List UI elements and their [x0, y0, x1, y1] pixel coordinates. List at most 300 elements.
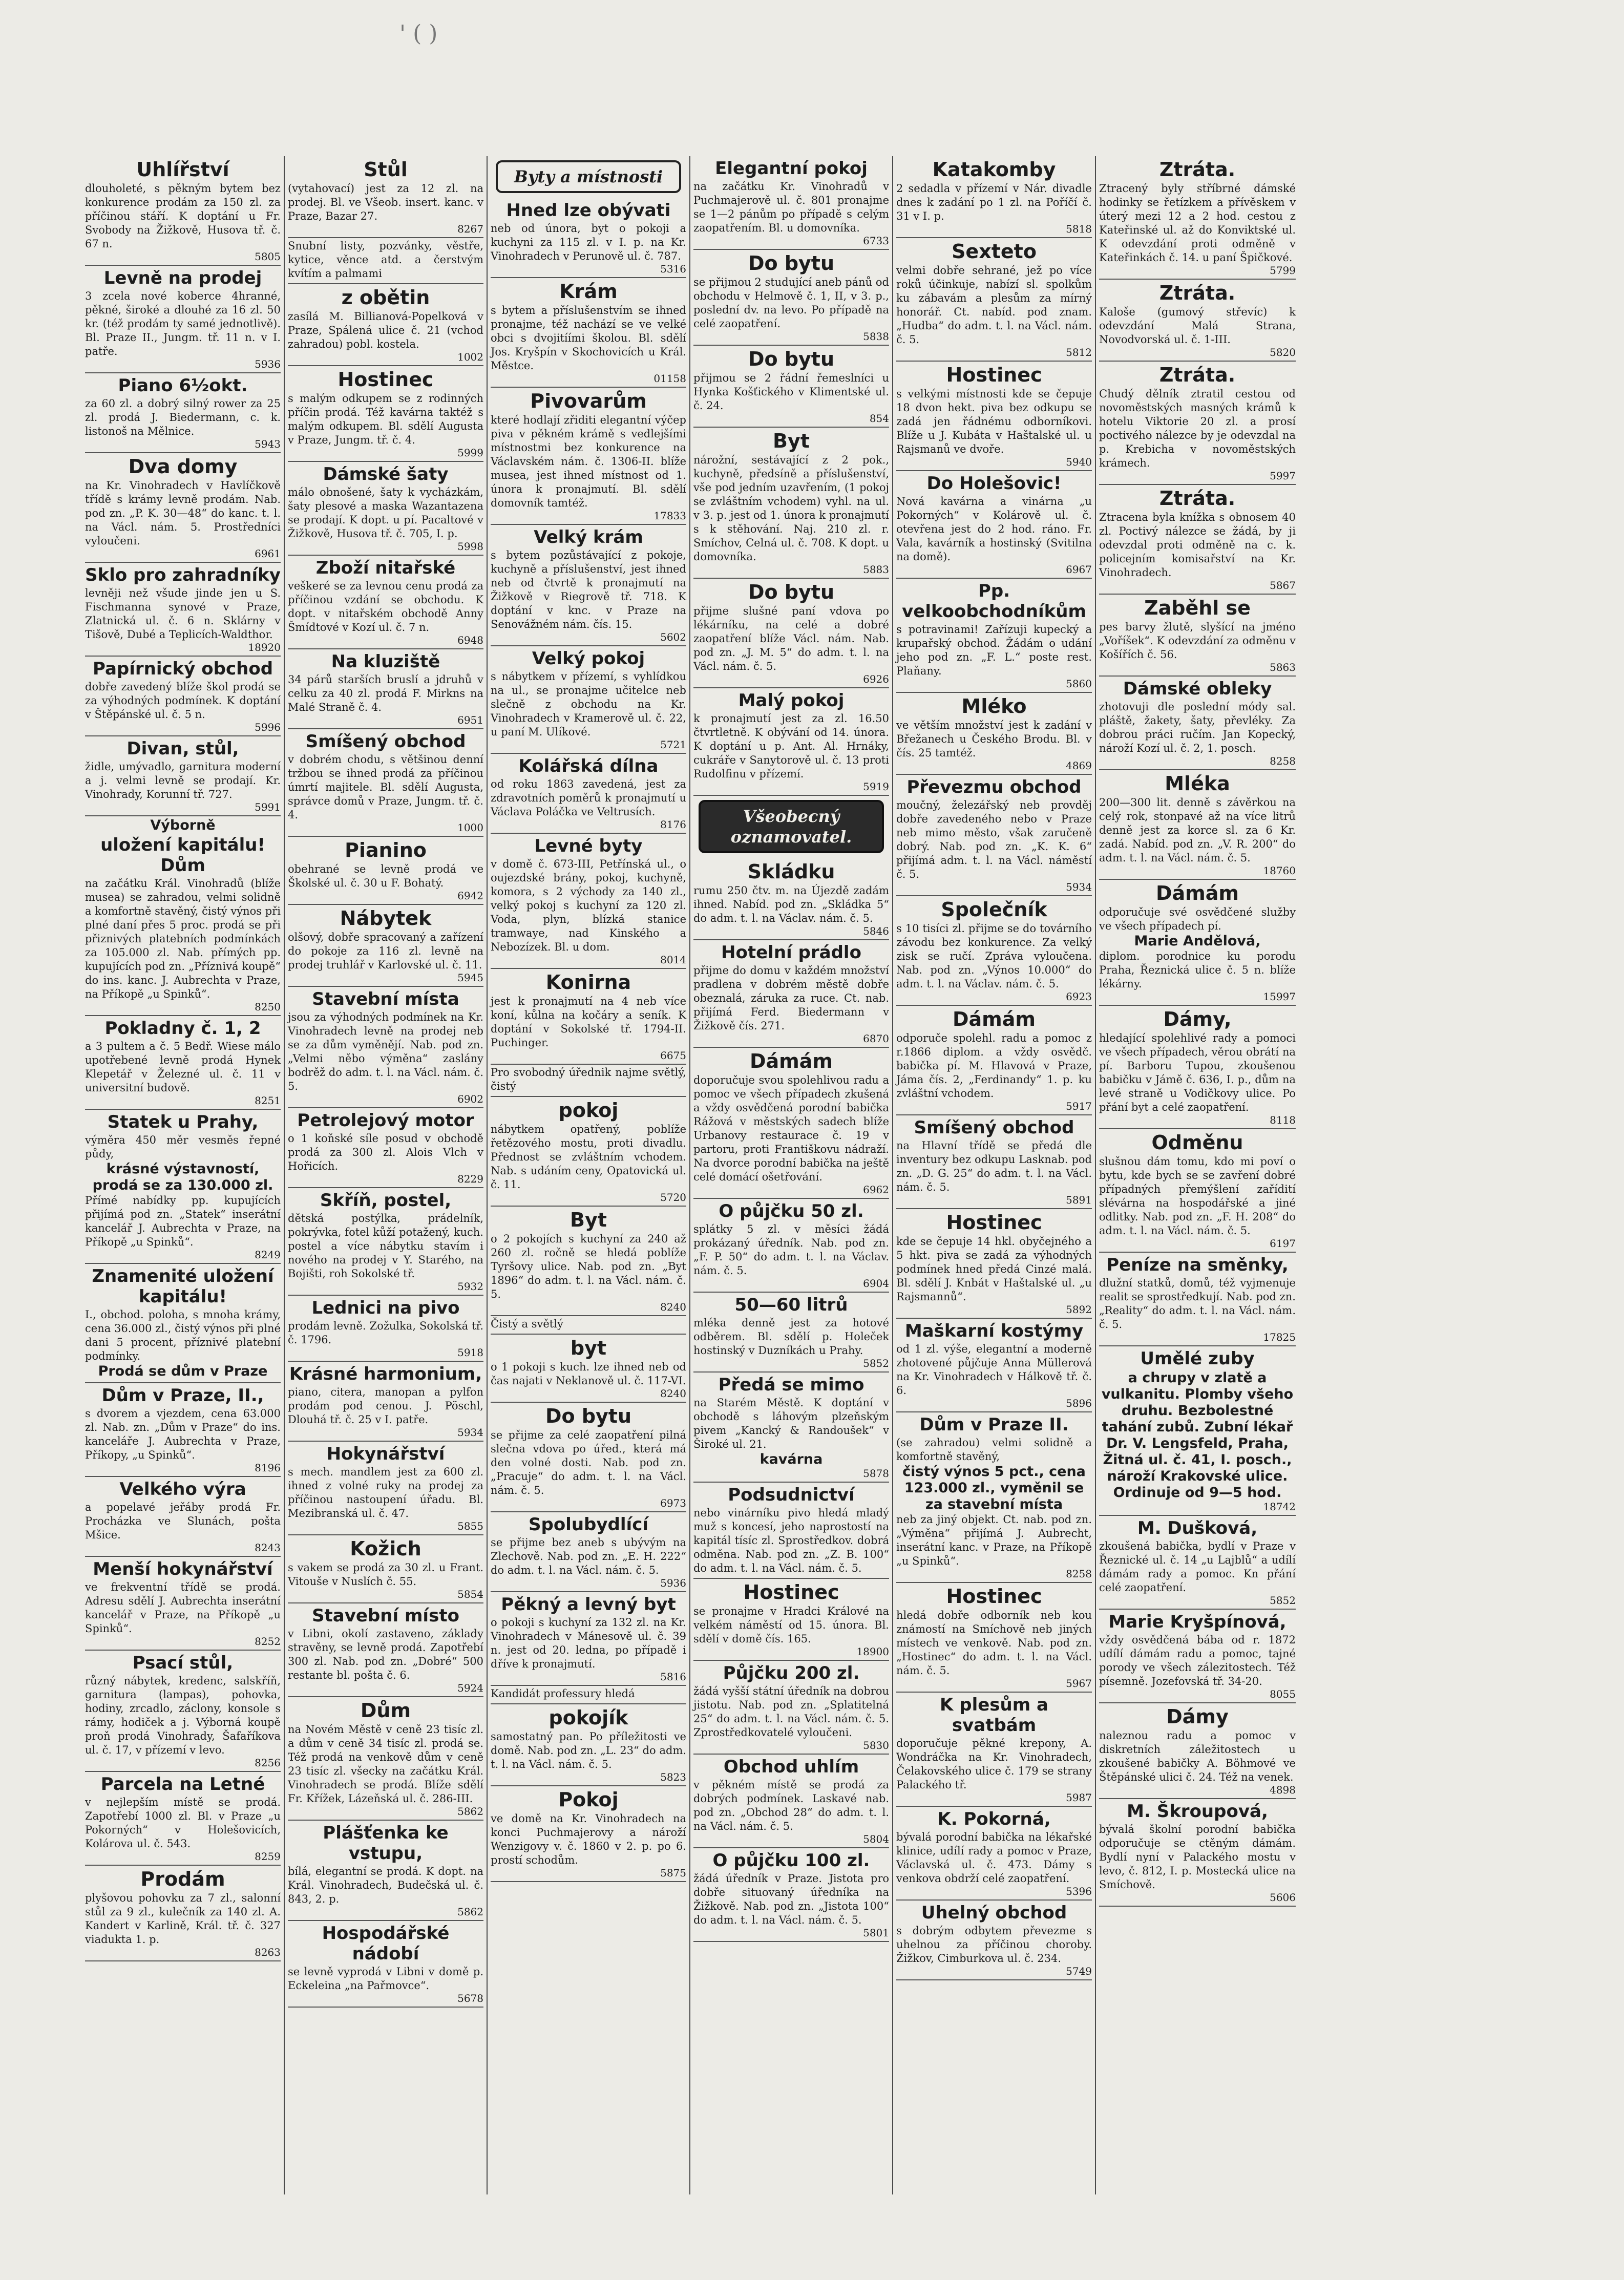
ad-reference-number: 5852: [1270, 1594, 1296, 1607]
ad-reference-number: 5860: [1066, 678, 1092, 690]
ad-reference-number: 5862: [457, 1906, 483, 1918]
ad-body: od roku 1863 zavedená, jest za zdravotních poměrů k pronajmutí u Václava Poláčka ve Veltrusích.: [491, 778, 686, 818]
ad-reference-number: 5804: [863, 1833, 889, 1845]
ad-heading: Hotelní prádlo: [721, 942, 861, 963]
classified-ad: [85, 156, 281, 266]
ad-reference-number: 1000: [457, 821, 483, 834]
ad-reference-number: 5854: [457, 1588, 483, 1600]
ad-body: přijme slušné paní vdova po lékárníku, na celé a dobré zaopatření blíže Václ. nám. Nab. pod zn. „J. M. 5“ do adm. t. l. na Václ. nám. č. 5.: [693, 605, 889, 672]
ad-reference-number: 5996: [255, 721, 281, 733]
ad-body: o 1 koňské síle posud v obchodě prodá za 300 zl. Alois Vlch v Hořicích.: [288, 1132, 483, 1172]
ad-body: v dobrém chodu, s většinou denní tržbou se ihned prodá za příčinou úmrtí majitele. Bl. sdělí Augusta, správce domů v Praze, Jungm. tř. č. 4.: [288, 753, 483, 821]
ad-body: výměra 450 měr vesměs řepné půdy,: [85, 1134, 281, 1160]
ad-reference-number: 8263: [255, 1946, 281, 1958]
classified-ad: [693, 688, 889, 796]
ad-heading: z obětin: [341, 286, 430, 309]
ad-reference-number: 8258: [1270, 755, 1296, 767]
ad-heading: Hospodářské nádobí: [322, 1923, 450, 1964]
ad-body: doporučuje pěkné krepony, A. Wondráčka na Kr. Vinohradech, Čelakovského ulice č. 179 se strany Palackého tř.: [896, 1737, 1092, 1791]
classified-ad: [288, 156, 483, 238]
ad-reference-number: 6942: [457, 890, 483, 902]
ad-body: na začátku Král. Vinohradů (blíže musea) se zahradou, velmi solidně a komfortně stavěný, čistý výnos při plné daní přes 5 proc. prodá se při přiznivých platebních podmínkách za 105.000 zl. Nab. přímých pp. kupujících pod zn. „Příznivá koupě“ do ins. kanc. J. Aubrechta v Praze, na Příkopě „u Spinků“.: [85, 877, 281, 1000]
ad-heading: Statek u Prahy,: [107, 1112, 259, 1132]
ad-heading: Ztráta.: [1159, 364, 1236, 386]
ad-heading: Kožich: [350, 1537, 421, 1560]
ad-reference-number: 5945: [457, 972, 483, 984]
ad-body: naleznou radu a pomoc v diskretních záležitostech u zkoušené babičky A. Böhmové ve Štěpánské ulici č. 24. Též na venek.: [1099, 1729, 1296, 1783]
classified-ad: [491, 1786, 686, 1882]
ad-heading: Hostinec: [743, 1581, 839, 1603]
classified-ad: [896, 1412, 1092, 1583]
ad-body: Pro svobodný úřednik najme světlý, čistý: [491, 1066, 686, 1092]
ad-reference-number: 8243: [255, 1542, 281, 1554]
ad-reference-number: 5316: [660, 263, 686, 275]
ad-heading: Spolubydlící: [529, 1514, 648, 1535]
ad-heading: Pěkný a levný byt: [501, 1594, 676, 1615]
ad-heading: Do bytu: [748, 581, 835, 603]
ad-body: se přijme za celé zaopatření pilná slečna vdova po úřed., která má den volné dosti. Nab. pod zn. „Pracuje“ do adm. t. l. na Václ. nám. č. 5.: [491, 1429, 686, 1496]
ad-heading: O půjčku 100 zl.: [712, 1850, 870, 1871]
classified-ad: [693, 1483, 889, 1579]
ad-reference-number: 18900: [856, 1645, 889, 1658]
ad-heading: Levné byty: [534, 836, 643, 856]
ad-reference-number: 6902: [457, 1093, 483, 1105]
ad-heading: Znamenité uložení kapitálu!: [92, 1266, 274, 1307]
ad-heading: Velký pokoj: [532, 648, 645, 669]
ad-body: se přijmou 2 studující aneb pánů od obchodu v Helmově č. 1, II, v 3. p., poslední dv. na levo. Po případě na celé zaopatření.: [693, 276, 889, 330]
ad-body: dlouholeté, s pěkným bytem bez konkurence prodám za 150 zl. za příčinou stáří. K doptání u Fr. Svobody na Žižkově, Husova tř. č. 67 n.: [85, 182, 281, 250]
ad-heading: Smíšený obchod: [305, 731, 466, 752]
classified-ad: [85, 816, 281, 1016]
ad-body: mléka denně jest za hotové odběrem. Bl. sdělí p. Holeček hostinský v Duzníkách u Prahy.: [693, 1317, 889, 1357]
ad-heading: Dům v Praze II.: [919, 1415, 1069, 1435]
classified-ad: [1099, 1703, 1296, 1799]
ad-body: Kaloše (gumový střevíc) k odevzdání Malá Strana, Novodvorská ul. č. 1-III.: [1099, 306, 1296, 346]
ad-heading: M. Dušková,: [1137, 1518, 1258, 1538]
ad-body: kde se čepuje 14 hkl. obyčejného a 5 hkt. piva se zadá za výhodných podmínek hned předá Cinzé malá. Bl. sdělí J. Knbát v Haštalské ul. „u Rajsmannů“.: [896, 1235, 1092, 1303]
ad-heading: Elegantní pokoj: [715, 158, 868, 179]
classified-ad: [288, 1362, 483, 1442]
classified-ad: [896, 1583, 1092, 1693]
column-2: [285, 156, 488, 2194]
ad-reference-number: 5991: [255, 801, 281, 813]
ad-body: rumu 250 čtv. m. na Újezdě zadám ihned. Nabíd. pod zn. „Skládka 5“ do adm. t. l. na Václav. nám. č. 5.: [693, 884, 889, 924]
ad-reference-number: 5818: [1066, 223, 1092, 235]
ad-body: prodám levně. Zožulka, Sokolská tř. č. 1796.: [288, 1320, 483, 1346]
ad-reference-number: 5863: [1270, 661, 1296, 673]
ad-reference-number: 8250: [255, 1001, 281, 1013]
classified-ad: [1099, 880, 1296, 1006]
ad-subheading: Výborně: [150, 817, 216, 833]
classified-ad: [693, 1661, 889, 1755]
ad-body: doporučuje svou spolehlivou radu a pomoc ve všech případech zkušená a vždy osvědčená porodní babička Rážová v městských sadech blíže Urbanovy restaurace č. 19 v partoru, proti Františkovu nádraží. Na dvorce porodní babička na ještě celé domácí ošetřování.: [693, 1074, 889, 1183]
ad-heading: Dámám: [749, 1050, 833, 1072]
ad-body: hledá dobře odborník neb kou známostí na Smíchově neb jiných místech ve venkově. Nab. pod zn. „Hostinec“ do adm. t. l. na Václ. nám. č. 5.: [896, 1609, 1092, 1677]
ad-reference-number: 8229: [457, 1173, 483, 1185]
ad-reference-number: 5855: [457, 1520, 483, 1532]
ad-heading: Kolářská dílna: [518, 756, 659, 776]
ad-reference-number: 6948: [457, 634, 483, 646]
ad-body: I., obchod. poloha, s mnoha krámy, cena 36.000 zl., čistý výnos při plné dani 5 procent, příznivé platební podmínky.: [85, 1308, 281, 1362]
classified-ad: [491, 198, 686, 278]
ad-body: zhotovuji dle poslední módy sal. pláště, žakety, šaty, převléky. Za dobrou práci ručím. Jan Kopecký, nároží Kozí ul. č. 2, 1. posch.: [1099, 701, 1296, 754]
classified-ad: [85, 266, 281, 373]
ad-body: na Hlavní třídě se předá dle inventury bez odkupu Lasknab. pod zn. „D. G. 25“ do adm. t. l. na Václ. nám. č. 5.: [896, 1139, 1092, 1193]
ad-body: 3 zcela nové koberce 4hranné, pěkné, široké a dlouhé za 16 zl. 50 kr. (též prodám ty samé jednotlivě). Bl. Praze II., Jungm. tř. 11 n. v I. patře.: [85, 290, 281, 357]
ad-body: žádá úředník v Praze. Jistota pro dobře situovaný úředníka na Žižkově. Nab. pod zn. „Jistota 100“ do adm. t. l. na Václ. nám. č. 5.: [693, 1872, 889, 1926]
ad-reference-number: 5816: [660, 1671, 686, 1683]
ad-reference-number: 8240: [660, 1387, 686, 1400]
ad-heading: Parcela na Letné: [100, 1774, 265, 1795]
ad-body: veškeré se za levnou cenu prodá za příčinou vzdání se obchodu. K dopt. v nitařském obchodě Anny Šmídtové v Kozí ul. č. 7 n.: [288, 580, 483, 634]
ad-body: piano, citera, manopan a pylfon prodám pod cenou. J. Pöschl, Dlouhá tř. č. 25 v I. patře.: [288, 1386, 483, 1426]
ad-heading: Stavební místo: [312, 1606, 459, 1626]
classified-ad: [1099, 770, 1296, 880]
classified-ad: [896, 1209, 1092, 1319]
ad-reference-number: 5862: [457, 1805, 483, 1818]
ad-heading: Dva domy: [128, 455, 238, 478]
ad-heading: Byt: [773, 430, 810, 452]
ad-reference-number: 17833: [653, 510, 686, 522]
ad-reference-number: 8014: [660, 954, 686, 966]
ad-heading: Velký krám: [534, 527, 643, 547]
ad-reference-number: 5606: [1270, 1891, 1296, 1904]
ad-reference-number: 5875: [660, 1867, 686, 1879]
ad-body: s bytem pozůstávající z pokoje, kuchyně a příslušenství, jest ihned neb od čtvrtě k pronajmutí na Žižkově v Riegrově tř. 718. K doptání v knc. v Praze na Senovážném nám. čís. 15.: [491, 549, 686, 630]
ad-heading: Pianino: [345, 839, 427, 861]
ad-reference-number: 5801: [863, 1927, 889, 1939]
ad-emphasis: krásné výstavností, prodá se za 130.000 zl.: [92, 1161, 273, 1193]
ad-body: přijme do domu v každém množství pradlena v dobrém městě dobře obeznalá, záruka za ruce. Ct. nab. přijímá Ferd. Biedermann v Žižkově čís. 271.: [693, 964, 889, 1032]
classified-ad: [896, 156, 1092, 238]
classified-ad: [491, 525, 686, 646]
ad-body: na Kr. Vinohradech v Havlíčkově třídě s krámy levně prodám. Nab. pod zn. „P. K. 30—48“ do kanc. t. l. na Václ. nám. 5. Prostředníci vyloučeni.: [85, 479, 281, 547]
classified-ad: [288, 366, 483, 462]
ad-heading: Krásné harmonium,: [289, 1364, 482, 1384]
ad-reference-number: 5919: [863, 780, 889, 793]
ad-body: za 60 zl. a dobrý silný rower za 25 zl. prodá J. Biedermann, c. k. listonoš na Mělnice.: [85, 397, 281, 437]
ad-reference-number: 01158: [653, 372, 686, 385]
classified-ad: [1099, 1129, 1296, 1253]
classified-ad: [288, 1108, 483, 1188]
classified-ad: [288, 462, 483, 556]
ad-reference-number: 8118: [1270, 1114, 1296, 1126]
ad-heading: Pokoj: [558, 1788, 619, 1811]
ad-reference-number: 6870: [863, 1032, 889, 1045]
ad-heading: Peníze na směnky,: [1106, 1255, 1289, 1275]
classified-ad: [491, 754, 686, 834]
ad-reference-number: 8240: [660, 1301, 686, 1313]
ad-heading: Sexteto: [952, 240, 1037, 263]
ad-body: k pronajmutí jest za zl. 16.50 čtvrtletně. K obývání od 14. února. K doptání u p. Ant. Al. Hrnáky, cukráře v Sanytorově ul. č. 13 proti Rudolfinu v přízemí.: [693, 712, 889, 780]
ad-heading: Krám: [559, 280, 618, 303]
classified-ad: [288, 1442, 483, 1535]
ad-reference-number: 5602: [660, 631, 686, 643]
classified-ad: [288, 1296, 483, 1362]
ad-body: odporuče spolehl. radu a pomoc z r.1866 diplom. a vždy osvědč. babička pí. M. Hlavová v Praze, Jáma čís. 2, „Ferdinandy“ 1. p. ku zvláštní vchodem.: [896, 1032, 1092, 1100]
ad-reference-number: 5943: [255, 438, 281, 450]
ad-heading: Papírnický obchod: [92, 659, 273, 679]
classified-ad: [85, 453, 281, 563]
ad-body: vždy osvědčená bába od r. 1872 udílí dámám radu a pomoc, tajné porody ve všech zálezitostech. Též písemně. Jozefovská tř. 34-20.: [1099, 1634, 1296, 1687]
ad-reference-number: 5883: [863, 563, 889, 576]
ad-heading: Odměnu: [1151, 1131, 1243, 1154]
classified-ad: [288, 729, 483, 837]
ad-body-continued: diplom. porodnice ku porodu Praha, Řeznická ulice č. 5 n. blíže lékárny.: [1099, 950, 1296, 990]
ad-reference-number: 6951: [457, 714, 483, 726]
ad-heading: Pp. velkoobchodníkům: [902, 581, 1086, 622]
ad-reference-number: 6904: [863, 1277, 889, 1290]
ad-body: od 1 zl. výše, elegantní a moderně zhotovené půjčuje Anna Müllerová na Kr. Vinohradech v Hálkově tř. č. 6.: [896, 1343, 1092, 1397]
ad-reference-number: 5967: [1066, 1677, 1092, 1690]
classified-ad: [1099, 362, 1296, 485]
ad-body: ve frekventní třídě se prodá. Adresu sdělí J. Aubrechta inserátní kancelář v Praze, na Příkopě „u Spinků“.: [85, 1581, 281, 1635]
ad-heading: Pivovarům: [530, 390, 647, 412]
classified-ad: [491, 1097, 686, 1207]
ad-body: nárožní, sestávající z 2 pok., kuchyně, předsíně a příslušenství, vše pod jedním uzavřením, (1 pokoj se zvláštním vchodem) vyhl. na ul. v 3. p. jest od 1. února k pronajmutí s k stěhování. Naj. 210 zl. r. Smíchov, Celná ul. č. 708. K dopt. u domovníka.: [693, 454, 889, 563]
ad-heading: Do Holešovic!: [926, 473, 1062, 494]
ad-body: jsou za výhodných podmínek na Kr. Vinohradech levně na prodej neb se za dům vyměnějí. Nab. pod zn. „Velmi něbo výměna“ zaslány bodrěž do adm. t. l. na Václ. nám. č. 5.: [288, 1011, 483, 1092]
ad-reference-number: 5934: [457, 1426, 483, 1439]
ad-heading: Zaběhl se: [1144, 597, 1251, 619]
ad-body: bývalá školní porodní babička odporučuje se ctěným dámám. Bydlí nyní v Palackého mostu v levo, č. 812, I. p. Mostecká ulice na Smíchově.: [1099, 1823, 1296, 1891]
classified-ad: [896, 1115, 1092, 1209]
classified-ad: [288, 1697, 483, 1821]
ad-reference-number: 6926: [863, 673, 889, 685]
ad-reference-number: 5924: [457, 1682, 483, 1694]
ad-body: zasílá M. Billianová-Popelková v Praze, Spálená ulice č. 21 (vchod zahradou) pobl. kostela.: [288, 310, 483, 350]
classified-ad: [85, 1651, 281, 1772]
classified-ad: [491, 1065, 686, 1097]
ad-reference-number: 6197: [1270, 1237, 1296, 1250]
classified-ad: [85, 1557, 281, 1651]
ad-heading: Mléko: [961, 695, 1027, 717]
ad-body: samostatný pan. Po příležitosti ve domě. Nab. pod zn. „L. 23“ do adm. t. l. na Václ. nám. č. 5.: [491, 1730, 686, 1770]
ad-heading: Piano 6½okt.: [118, 375, 248, 396]
classified-ad: [693, 1199, 889, 1293]
ad-heading: Divan, stůl,: [126, 738, 239, 759]
ad-reference-number: 5932: [457, 1280, 483, 1293]
ad-reference-number: 5934: [1066, 881, 1092, 893]
ad-body: s nábytkem v přízemí, s vyhlídkou na ul., se pronajme učitelce neb slečně z obchodu na Kr. Vinohradech v Kramerově ul. č. 22, u paní M. Ulíkové.: [491, 670, 686, 738]
classified-ad: [693, 579, 889, 688]
classified-ad: [288, 987, 483, 1108]
ad-heading: Prodám: [140, 1868, 225, 1890]
ad-heading: Petrolejový motor: [297, 1110, 474, 1131]
ad-reference-number: 5396: [1066, 1885, 1092, 1897]
ad-reference-number: 5917: [1066, 1100, 1092, 1112]
ad-heading: Společník: [941, 898, 1047, 921]
ad-heading: Dámské obleky: [1123, 679, 1272, 699]
ad-heading: Stůl: [364, 158, 408, 181]
ad-reference-number: 5998: [457, 540, 483, 553]
ad-body: Čistý a světlý: [491, 1318, 563, 1330]
classified-ad: [288, 649, 483, 729]
ad-body: s vakem se prodá za 30 zl. u Frant. Vitouše v Nuslích č. 55.: [288, 1561, 483, 1588]
classified-ad: [693, 1848, 889, 1942]
ad-body: nebo vinárníku pivo hledá mladý muž s koncesí, jeho naprostostí na kapitál tísíc zl. Sprostředkov. dobrá odměna. Nab. pod zn. „Z. B. 100“ do adm. t. l. na Václ. nám. č. 5.: [693, 1507, 889, 1574]
ad-reference-number: 5678: [457, 1992, 483, 2004]
classified-ad: [693, 428, 889, 579]
ad-body: ve větším množství jest k zadání v Břežanech u Českého Brodu. Bl. v čís. 25 tamtéž.: [896, 719, 1092, 759]
classified-ad: [896, 1319, 1092, 1412]
ad-reference-number: 6961: [255, 547, 281, 560]
ad-reference-number: 8259: [255, 1850, 281, 1863]
ad-body: o pokoji s kuchyní za 132 zl. na Kr. Vinohradech v Mánesově ul. č. 39 n. jest od 20. ledna, po případě i dříve k pronajmutí.: [491, 1616, 686, 1670]
classified-ad: [288, 1821, 483, 1921]
ad-body: s potravinami! Zařízuji kupecký a krupařský obchod. Žádám o udání jeho pod zn. „F. L.“ poste rest. Plaňany.: [896, 623, 1092, 677]
section-banner-byty: Byty a místnosti: [496, 160, 681, 193]
ad-body: slušnou dám tomu, kdo mi poví o bytu, kde bych se se zavření dobré případných přemýšlení zařídití slévárna na hospodářské a jiné odlitky. Nab. pod zn. „F. H. 208“ do adm. t. l. na Václ. nám. č. 5.: [1099, 1155, 1296, 1237]
ad-heading: Uhelný obchod: [921, 1903, 1067, 1923]
ad-body: s dvorem a vjezdem, cena 63.000 zl. Nab. zn. „Dům v Praze“ do ins. kanceláře J. Aubrechta v Praze, Příkopy, „u Spinků“.: [85, 1407, 281, 1461]
classified-ad: [896, 362, 1092, 471]
ad-reference-number: 5838: [863, 330, 889, 343]
ad-heading: Podsudnictví: [728, 1485, 855, 1505]
ad-heading: Umělé zuby: [1140, 1348, 1255, 1369]
classified-ad: [288, 556, 483, 649]
ad-emphasis: Marie Andělová,: [1134, 933, 1261, 949]
ad-reference-number: 5891: [1066, 1194, 1092, 1206]
classified-ad: [85, 1264, 281, 1383]
ad-reference-number: 5852: [863, 1357, 889, 1369]
ad-reference-number: 6675: [660, 1049, 686, 1062]
ad-heading: Hostinec: [946, 1585, 1042, 1608]
ad-heading: Levně na prodej: [103, 268, 262, 288]
ad-reference-number: 8176: [660, 818, 686, 831]
ad-heading: Hostinec: [946, 364, 1042, 386]
ad-body: žádá vyšší státní úředník na dobrou jistotu. Nab. pod zn. „Splatitelná 25“ do adm. t. l. na Václ. nám. č. 5. Zprostředkovatelé vyloučeni.: [693, 1685, 889, 1739]
ad-reference-number: 5936: [660, 1577, 686, 1589]
classified-ad: [85, 1110, 281, 1264]
ad-body: Ztracena byla knížka s obnosem 40 zl. Poctivý nálezce se žádá, by ji odevzdal proti odměně na c. k. policejním komisařství na Kr. Vinohradech.: [1099, 511, 1296, 579]
ad-body: Chudý dělník ztratil cestou od novoměstských masných krámů k hotelu Viktorie 20 zl. a prosí poctivého nálezce by je odevzdal na p. Krebicha v novoměstských krámech.: [1099, 388, 1296, 469]
ad-body: s dobrým odbytem převezme s uhelnou za příčinou choroby. Žižkov, Cimburkova ul. č. 234.: [896, 1925, 1092, 1965]
ad-body: odporučuje své osvědčené služby ve všech případech pí.: [1099, 906, 1296, 932]
ad-heading: Hokynářství: [326, 1444, 445, 1464]
column-4: [690, 156, 893, 2194]
classified-ad: [693, 940, 889, 1048]
ad-heading: Hostinec: [338, 368, 434, 391]
ad-heading: Převezmu obchod: [906, 777, 1082, 797]
classified-ad: [1099, 1516, 1296, 1610]
ad-body: Ztracený byly stříbrné dámské hodinky se řetízkem a přívěskem v úterý mezi 12 a 2 hod. cestou z Kateřinské ul. až do Konviktské ul. K odevzdání proti odměně v Kateřinkách č. 14. u paní Špičkové.: [1099, 182, 1296, 264]
ad-heading: Katakomby: [932, 158, 1056, 181]
ad-body: 34 párů starších bruslí a jdruhů v celku za 40 zl. prodá F. Mirkns na Malé Straně č. 4.: [288, 673, 483, 713]
ad-body: málo obnošené, šaty k vycházkám, šaty plesové a maska Wazantazena se prodají. K dopt. u pí. Pacaltové v Žižkově, Husova tř. č. 705, I. p.: [288, 486, 483, 540]
ad-heading: Skládku: [747, 860, 835, 883]
ad-body: v domě č. 673-III, Petřínská ul., o oujezdské brány, pokoj, kuchyně, komora, s 2 východy za 140 zl., velký pokoj s kuchyní za 120 zl. Voda, plyn, blízká stanice tramwaye, nad Kinského a Nebozízek. Bl. u dom.: [491, 858, 686, 953]
ad-reference-number: 4869: [1066, 759, 1092, 772]
classified-ad: [896, 238, 1092, 362]
classified-ad: [85, 657, 281, 736]
classified-ad: [491, 278, 686, 388]
ad-reference-number: 8249: [255, 1249, 281, 1261]
ad-body: dětská postýlka, prádelník, pokrývka, fotel kůží potažený, kuch. postel a více nábytku stavím i nového na prodej v Y. Starého, na Bojišti, roh Sokolské tř.: [288, 1212, 483, 1280]
ad-body: s mech. mandlem jest za 600 zl. ihned z volné ruky na prodej za příčinou nastoupení úřadu. Bl. Mezibranská ul. č. 47.: [288, 1466, 483, 1519]
ad-heading: 50—60 litrů: [734, 1295, 848, 1315]
ad-heading: pokoj: [558, 1099, 619, 1122]
classified-ad: [693, 1755, 889, 1848]
ad-heading: pokojík: [549, 1706, 628, 1729]
classified-ad: [491, 646, 686, 754]
ad-heading: Dámy: [1166, 1705, 1229, 1728]
classified-ad: [1099, 1799, 1296, 1907]
ad-heading: Dámám: [1155, 882, 1239, 904]
ad-reference-number: 5867: [1270, 579, 1296, 592]
ad-reference-number: 6962: [863, 1184, 889, 1196]
classified-ad: [288, 1603, 483, 1697]
ad-heading: Marie Kryšpínová,: [1108, 1612, 1286, 1632]
classified-ad: [288, 238, 483, 284]
ad-heading: O půjčku 50 zl.: [719, 1201, 864, 1221]
ad-reference-number: 5799: [1270, 264, 1296, 277]
ad-heading: Uhlířství: [136, 158, 229, 181]
ad-body: moučný, železářský neb provděj dobře zavedeného nebo v Praze neb mimo město, však zaručeně dobrý. Nab. pod zn. „K. K. 6“ přijímá adm. t. l. na Václ. náměstí č. 5.: [896, 799, 1092, 880]
ad-reference-number: 6733: [863, 235, 889, 247]
ad-body: zkoušená babička, bydlí v Praze v Řeznické ul. č. 14 „u Lajblů“ a udílí dámám rady a pomoc. Kn přání celé zaopatření.: [1099, 1540, 1296, 1594]
classified-ad: [1099, 1346, 1296, 1516]
ad-reference-number: 18920: [248, 641, 281, 653]
classified-ad: [85, 1866, 281, 1961]
classified-ad: [85, 1477, 281, 1557]
ad-reference-number: 5999: [457, 447, 483, 459]
ad-heading: Menší hokynářství: [93, 1559, 273, 1579]
ad-reference-number: 1002: [457, 351, 483, 363]
ad-heading: Hostinec: [946, 1211, 1042, 1234]
ad-heading: Byt: [570, 1209, 607, 1231]
ad-heading: Psací stůl,: [132, 1653, 234, 1673]
ad-body: se pronajme v Hradci Králové na velkém náměstí od 15. února. Bl. sdělí v domě čís. 165.: [693, 1605, 889, 1645]
ad-reference-number: 5987: [1066, 1791, 1092, 1804]
classified-ad: [693, 250, 889, 346]
classified-ad: [896, 896, 1092, 1006]
ad-body: levněji než všude jinde jen u S. Fischmanna synové v Praze, Zlatnická ul. č. 6 n. Sklárny v Tišově, Dubé a Teplicích-Waldthor.: [85, 587, 281, 641]
ad-heading: Hned lze obývati: [506, 200, 671, 221]
ad-body: na začátku Kr. Vinohradů v Puchmajerově ul. č. 801 pronajme se 1—2 pánům po případě s celým zaopatřením. Bl. u domovníka.: [693, 180, 889, 234]
classified-ad: [288, 905, 483, 987]
ad-body: Snubní listy, pozvánky, věstře, kytice, věnce atd. a čerstvým kvítím a palmami: [288, 240, 483, 280]
ad-heading: Stavební místa: [312, 989, 459, 1009]
classified-ad: [1099, 156, 1296, 280]
ad-heading: byt: [570, 1337, 607, 1359]
classified-ad: [491, 1704, 686, 1786]
column-1: [82, 156, 285, 2194]
ad-body: které hodlají zřiditi elegantní výčep piva v pěkném krámě s vedlejšími místnostmi bez konkurence na Václavském nám. č. 1306-II. blíže musea, jest ihned místnost od 1. února k pronajmutí. Bl. sdělí domovník tamtéž.: [491, 414, 686, 509]
classified-ad: [1099, 1253, 1296, 1346]
classified-ad: [288, 1188, 483, 1296]
ad-body: a popelavé jeřáby prodá Fr. Procházka ve Slunách, pošta Mšice.: [85, 1501, 281, 1541]
ad-heading: Ztráta.: [1159, 158, 1236, 181]
ad-heading: Plášťenka ke vstupu,: [323, 1823, 449, 1864]
ad-reference-number: 18760: [1263, 864, 1296, 877]
ad-body: velmi dobře sehrané, jež po více roků účinkuje, nabízí sl. spolkům ku zábavám a plesům za mírný honorář. Ct. nabíd. pod znam. „Hudba“ do adm. t. l. na Václ. nám. č. 5.: [896, 264, 1092, 346]
ad-body: různý nábytek, kredenc, salskříň, garnitura (lampas), pohovka, hodiny, zrcadlo, záclony, konsole s rámy, hodiček a j. Výborná koupě proň prodá Vinohrady, Šafaříkova ul. č. 17, v přízemí v levo.: [85, 1675, 281, 1756]
ad-reference-number: 8251: [255, 1094, 281, 1107]
ad-emphasis: čistý výnos 5 pct., cena 123.000 zl., vyměnil se za stavební místa: [902, 1464, 1086, 1512]
ad-reference-number: 8267: [457, 223, 483, 235]
classified-ad: [491, 1592, 686, 1686]
ad-body: nábytkem opatřený, poblíže řetězového mostu, proti divadlu. Přednost se zvláštním vchodem. Nab. s udáním ceny, Opatovická ul. č. 11.: [491, 1123, 686, 1191]
ad-body: v nejlepším místě se prodá. Zapotřebí 1000 zl. Bl. v Praze „u Pokorných“ v Holešovicích, Kolárova ul. č. 543.: [85, 1796, 281, 1850]
ad-body-continued: Přímé nabídky pp. kupujících přijímá pod zn. „Statek“ inserátní kancelář J. Aubrechta v Praze, na Příkopě „u Spinků“.: [85, 1194, 281, 1248]
classified-ad: [896, 1006, 1092, 1115]
ad-reference-number: 5940: [1066, 456, 1092, 468]
classified-ad: [85, 1383, 281, 1477]
ad-heading: Ztráta.: [1159, 487, 1236, 510]
classified-ad: [693, 156, 889, 250]
ad-reference-number: 854: [869, 412, 889, 425]
